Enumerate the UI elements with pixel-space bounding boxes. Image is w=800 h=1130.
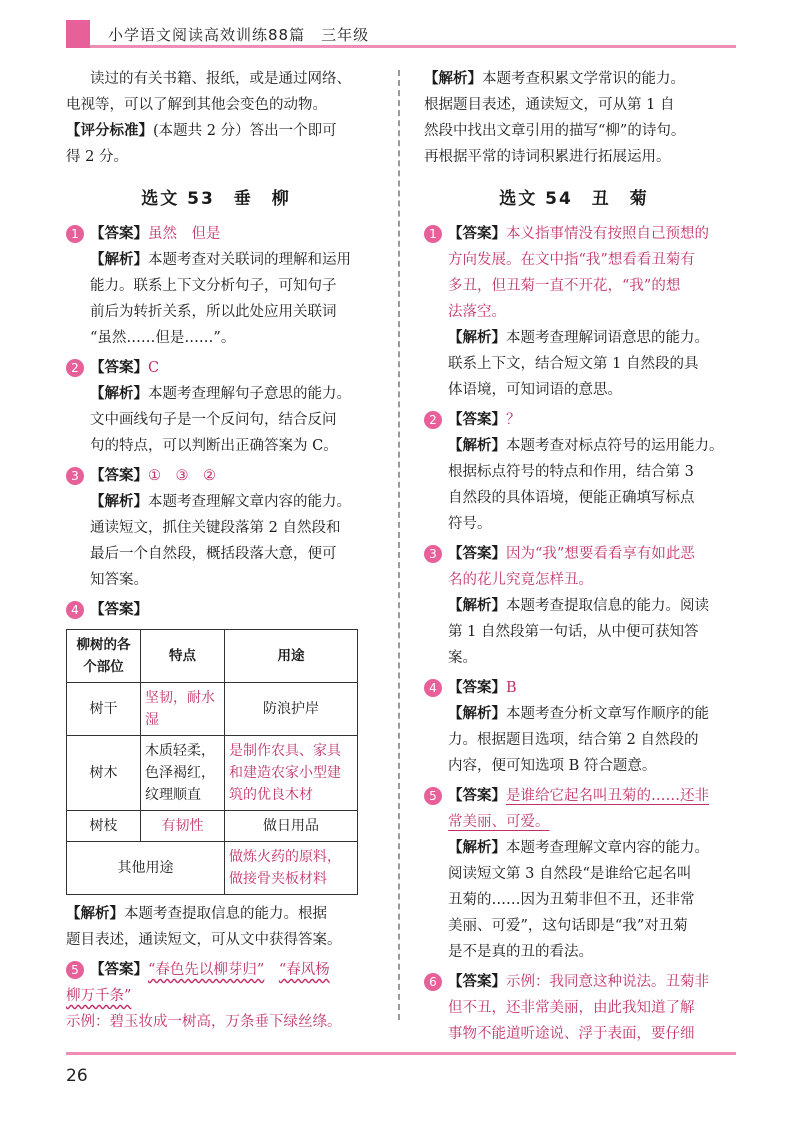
section-title-53: 选文 53 垂 柳	[141, 189, 291, 209]
analysis-line: 本题考查理解句子意思的能力。	[148, 386, 351, 402]
question-number-badge: 2	[424, 411, 442, 429]
table-row	[67, 683, 358, 736]
analysis-line: 能力。联系上下文分析句子，可知句子	[90, 278, 337, 294]
question-number-badge: 2	[66, 359, 84, 377]
question-number-badge: 6	[424, 973, 442, 991]
table-row	[67, 842, 358, 895]
answer-text: ？	[506, 412, 521, 428]
analysis-tag: 【解析】	[448, 437, 506, 454]
table-cell-part: 树枝	[67, 811, 141, 842]
question-item	[424, 541, 724, 671]
scoring-standard	[66, 118, 366, 144]
table-header-row	[67, 630, 358, 683]
analysis-tag: 【解析】	[448, 839, 506, 856]
analysis-tag: 【解析】	[448, 705, 506, 722]
table-cell-use: 防浪护岸	[225, 683, 358, 736]
table-cell-feature: 木质轻柔，色泽褐红，纹理顺直	[141, 736, 225, 811]
answer-tag: 【答案】	[448, 545, 506, 562]
question-number-badge: 5	[424, 787, 442, 805]
table-cell-feature: 坚韧，耐水湿	[141, 683, 225, 736]
intro-line: 电视等，可以了解到其他会变色的动物。	[66, 97, 327, 113]
analysis-line: 本题考查理解词语意思的能力。	[506, 330, 709, 346]
answer-tag: 【答案】	[448, 787, 506, 804]
analysis-line: 本题考查理解文章内容的能力。	[506, 840, 709, 856]
header-title: 小学语文阅读高效训练88篇 三年级	[108, 26, 370, 44]
question-item	[66, 957, 366, 983]
answer-text: C	[148, 360, 160, 376]
analysis-tag: 【解析】	[90, 385, 148, 402]
analysis-tag: 【解析】	[90, 251, 148, 268]
analysis-line: 题目表述，通读短文，可从文中获得答案。	[66, 932, 342, 948]
answer-tag: 【答案】	[448, 973, 506, 990]
answer-tag: 【答案】	[90, 961, 148, 978]
analysis-line: 本题考查分析文章写作顺序的能	[506, 706, 709, 722]
answer-tag: 【答案】	[448, 411, 506, 428]
answer-text: ① ③ ②	[148, 468, 216, 484]
question-item	[424, 407, 724, 537]
answer-text: 柳万千条”	[66, 988, 132, 1004]
table-cell-other-label: 其他用途	[67, 842, 225, 895]
analysis-line: 文中画线句子是一个反问句，结合反问	[90, 412, 337, 428]
analysis-line: 本题考查对关联词的理解和运用	[148, 252, 351, 268]
analysis-line: 是不是真的丑的看法。	[448, 944, 593, 960]
analysis-line: 符号。	[448, 516, 492, 532]
analysis-line: 美丽、可爱”，这句话即是“我”对丑菊	[448, 918, 688, 934]
answer-text: B	[506, 680, 517, 696]
analysis-line: 根据标点符号的特点和作用，结合第 3	[448, 464, 694, 480]
answer-text: 虽然 但是	[148, 226, 221, 242]
table-row	[67, 736, 358, 811]
answer-tag: 【答案】	[90, 467, 148, 484]
page-number: 26	[66, 1066, 88, 1086]
analysis-tag: 【解析】	[66, 905, 124, 922]
answer-example: 示例：碧玉妆成一树高，万条垂下绿丝绦。	[66, 1014, 342, 1030]
analysis-line: 最后一个自然段，概括段落大意，便可	[90, 546, 337, 562]
analysis-line: 本题考查提取信息的能力。根据	[124, 906, 327, 922]
answer-tag: 【答案】	[90, 225, 148, 242]
question-item	[66, 221, 366, 351]
table-cell-use: 是制作农具、家具和建造农家小型建筑的优良木材	[225, 736, 358, 811]
analysis-line: 第 1 自然段第一句话，从中便可获知答案。	[448, 624, 699, 666]
table-cell-feature: 有韧性	[141, 811, 225, 842]
answer-text: “春色先以柳芽归”	[148, 962, 265, 978]
analysis-line: 内容，便可知选项 B 符合题意。	[448, 758, 657, 774]
question-item	[66, 355, 366, 459]
answer-text: 法落空。	[448, 304, 506, 320]
question-number-badge: 5	[66, 961, 84, 979]
table-header: 用途	[225, 630, 358, 683]
analysis-line: 本题考查积累文学常识的能力。	[482, 71, 685, 87]
analysis-line: 联系上下文，结合短文第 1 自然段的具	[448, 356, 699, 372]
table-header: 柳树的各个部位	[67, 630, 141, 683]
answer-text: 本义指事情没有按照自己预想的	[506, 226, 709, 242]
analysis-line: 本题考查对标点符号的运用能力。	[506, 438, 724, 454]
analysis-line: 体语境，可知词语的意思。	[448, 382, 622, 398]
question-item	[424, 783, 724, 965]
analysis-line: 阅读短文第 3 自然段“是谁给它起名叫	[448, 866, 692, 882]
answer-text: 常美丽、可爱。	[448, 814, 550, 830]
analysis-tag: 【解析】	[424, 70, 482, 87]
analysis-tag: 【解析】	[448, 597, 506, 614]
table-row	[67, 811, 358, 842]
analysis-line: 再根据平常的诗词积累进行拓展运用。	[424, 149, 671, 165]
scoring-text-2: 得 2 分。	[66, 149, 128, 165]
question-number-badge: 3	[424, 545, 442, 563]
analysis-line: 知答案。	[90, 572, 148, 588]
question-item	[66, 597, 366, 623]
analysis-line: 力。根据题目选项，结合第 2 自然段的	[448, 732, 699, 748]
analysis-tag: 【解析】	[448, 329, 506, 346]
answer-text: 因为“我”想要看看享有如此恶	[506, 546, 695, 562]
analysis-line: 然段中找出文章引用的描写“柳”的诗句。	[424, 123, 686, 139]
analysis-tag: 【解析】	[90, 493, 148, 510]
left-column	[66, 66, 366, 1035]
analysis-line: 本题考查提取信息的能力。阅读	[506, 598, 709, 614]
table-cell-part: 树干	[67, 683, 141, 736]
answer-text: 多丑，但丑菊一直不开花，“我”的想	[448, 278, 681, 294]
analysis-line: 本题考查理解文章内容的能力。	[148, 494, 351, 510]
answer-text: 但不丑，还非常美丽，由此我知道了解	[448, 1000, 695, 1016]
header-rule	[90, 45, 736, 48]
analysis-line: 丑菊的……因为丑菊非但不丑，还非常	[448, 892, 695, 908]
analysis-line: 自然段的具体语境，便能正确填写标点	[448, 490, 695, 506]
scoring-text: (本题共 2 分）答出一个即可	[153, 123, 337, 139]
table-cell-part: 树木	[67, 736, 141, 811]
analysis-line: “虽然……但是……”。	[90, 330, 236, 346]
answer-text: 是谁给它起名叫丑菊的……还非	[506, 788, 709, 804]
analysis-line: 句的特点，可以判断出正确答案为 C。	[90, 438, 338, 454]
header-accent-block	[66, 20, 90, 48]
scoring-tag: 【评分标准】	[66, 122, 153, 139]
question-number-badge: 1	[66, 225, 84, 243]
answer-text: 方向发展。在文中指“我”想看看丑菊有	[448, 252, 695, 268]
footer-rule	[66, 1052, 736, 1055]
right-column	[424, 66, 724, 1047]
analysis-line: 通读短文，抓住关键段落第 2 自然段和	[90, 520, 341, 536]
question-number-badge: 4	[66, 601, 84, 619]
page-header	[66, 20, 736, 48]
answer-tag: 【答案】	[90, 601, 148, 618]
question-item	[424, 221, 724, 403]
table-header: 特点	[141, 630, 225, 683]
answer-tag: 【答案】	[448, 225, 506, 242]
answer-text: 示例：我同意这种说法。丑菊非	[506, 974, 709, 990]
answer-text: 名的花儿究竟怎样丑。	[448, 572, 593, 588]
section-title-54: 选文 54 丑 菊	[499, 189, 649, 209]
table-cell-other-use: 做炼火药的原料，做接骨夹板材料	[225, 842, 358, 895]
question-number-badge: 3	[66, 467, 84, 485]
answer-tag: 【答案】	[90, 359, 148, 376]
question-number-badge: 4	[424, 679, 442, 697]
analysis-line: 前后为转折关系，所以此处应用关联词	[90, 304, 337, 320]
answer-text: 事物不能道听途说、浮于表面，要仔细	[448, 1026, 695, 1042]
column-divider	[398, 70, 400, 1020]
question-item	[424, 969, 724, 1047]
question-number-badge: 1	[424, 225, 442, 243]
question-item	[66, 463, 366, 593]
analysis-line: 根据题目表述，通读短文，可从第 1 自	[424, 97, 675, 113]
answer-text: “春风杨	[278, 962, 330, 978]
willow-parts-table	[66, 629, 358, 895]
question-item	[424, 675, 724, 779]
table-cell-use: 做日用品	[225, 811, 358, 842]
intro-line: 读过的有关书籍、报纸，或是通过网络、	[90, 71, 351, 87]
answer-tag: 【答案】	[448, 679, 506, 696]
